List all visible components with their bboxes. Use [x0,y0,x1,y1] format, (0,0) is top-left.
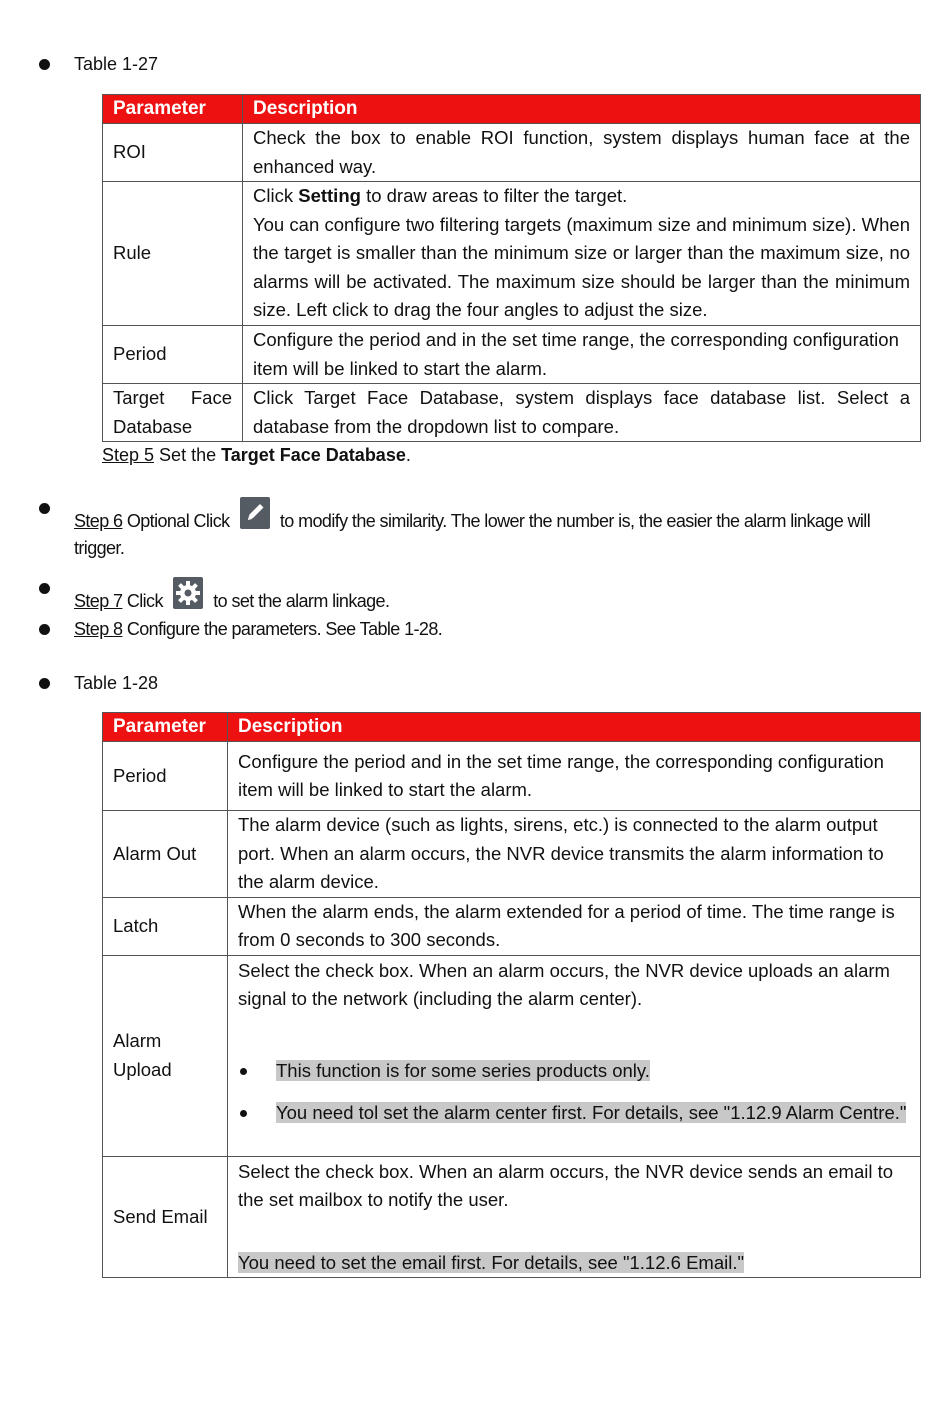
param-alarm-upload: Alarm Upload [103,955,228,1156]
step6-continuation: trigger. [74,538,125,558]
setting-term: Setting [298,185,361,207]
pencil-icon[interactable] [240,497,270,529]
desc-latch: When the alarm ends, the alarm extended for a period of time. The time range is from 0 seconds to 300 seconds. [228,897,921,955]
header-parameter: Parameter [103,713,228,742]
bullet-dot [39,624,50,635]
table-row [103,384,921,442]
desc-roi: Check the box to enable ROI function, system displays human face at the enhanced way. [243,124,921,182]
table-row [103,811,921,898]
table-row [103,955,921,1156]
note-text: You need tol set the alarm center first. For details, see "1.12.9 Alarm Centre." [276,1102,907,1123]
note-text: You need to set the email first. For details, see "1.12.6 Email." [238,1251,745,1273]
table-1-28 [102,712,921,1278]
param-target-face-database: Target Face Database [103,384,243,442]
param-period: Period [103,742,228,811]
param-period: Period [103,326,243,384]
step6-label: Step 6 [74,511,123,531]
gear-icon[interactable] [173,577,203,609]
table-header-row [103,95,921,124]
send-email-text: Select the check box. When an alarm occurs, the NVR device sends an email to the set mailbox to notify the user. [238,1160,894,1210]
header-description: Description [228,713,921,742]
step8-label: Step 8 [74,619,123,639]
bullet-dot [39,678,50,689]
table-row [103,124,921,182]
bullet-dot [39,583,50,594]
desc-send-email [228,1156,921,1278]
param-latch: Latch [103,897,228,955]
bullet-dot [39,59,50,70]
step7-label: Step 7 [74,591,123,611]
param-roi: ROI [103,124,243,182]
param-send-email: Send Email [103,1156,228,1278]
step5-line: Step 5 Set the Target Face Database. [102,445,411,465]
desc-target-face-database: Click Target Face Database, system displays face database list. Select a database from the dropdown list to compare. [243,384,921,442]
table-row [103,897,921,955]
step5-label: Step 5 [102,445,155,465]
table28-caption: Table 1-28 [74,673,159,693]
table-header-row [103,713,921,742]
desc-alarm-out: The alarm device (such as lights, sirens, etc.) is connected to the alarm output port. When an alarm occurs, the NVR device transmits the alarm information to the alarm device. [228,811,921,898]
desc-period: Configure the period and in the set time range, the corresponding configuration item will be linked to start the alarm. [243,326,921,384]
desc-rule: Click Setting to draw areas to filter the target. You can configure two filtering targets (maximum size and minimum size). When the target is smaller than the minimum size or larger than the maximum size, no alarms will be activated. The maximum size should be larger than the minimum size. Left click to drag the four angles to adjust the size. [243,182,921,326]
table-row [103,742,921,811]
note-item [238,1099,910,1128]
note-item [238,1057,910,1086]
header-description: Description [243,95,921,124]
bullet-dot [39,503,50,514]
step5-target: Target Face Database [221,445,406,465]
desc-alarm-upload [228,955,921,1156]
header-parameter: Parameter [103,95,243,124]
table-row [103,326,921,384]
desc-period: Configure the period and in the set time range, the corresponding configuration item will be linked to start the alarm. [228,742,921,811]
table-row [103,1156,921,1278]
param-rule: Rule [103,182,243,326]
note-text: This function is for some series products only. [276,1059,650,1081]
table27-caption: Table 1-27 [74,54,159,74]
table-row [103,182,921,326]
param-alarm-out: Alarm Out [103,811,228,898]
alarm-upload-text: Select the check box. When an alarm occurs, the NVR device uploads an alarm signal to the network (including the alarm center). [238,959,890,1009]
table-1-27 [102,94,921,442]
